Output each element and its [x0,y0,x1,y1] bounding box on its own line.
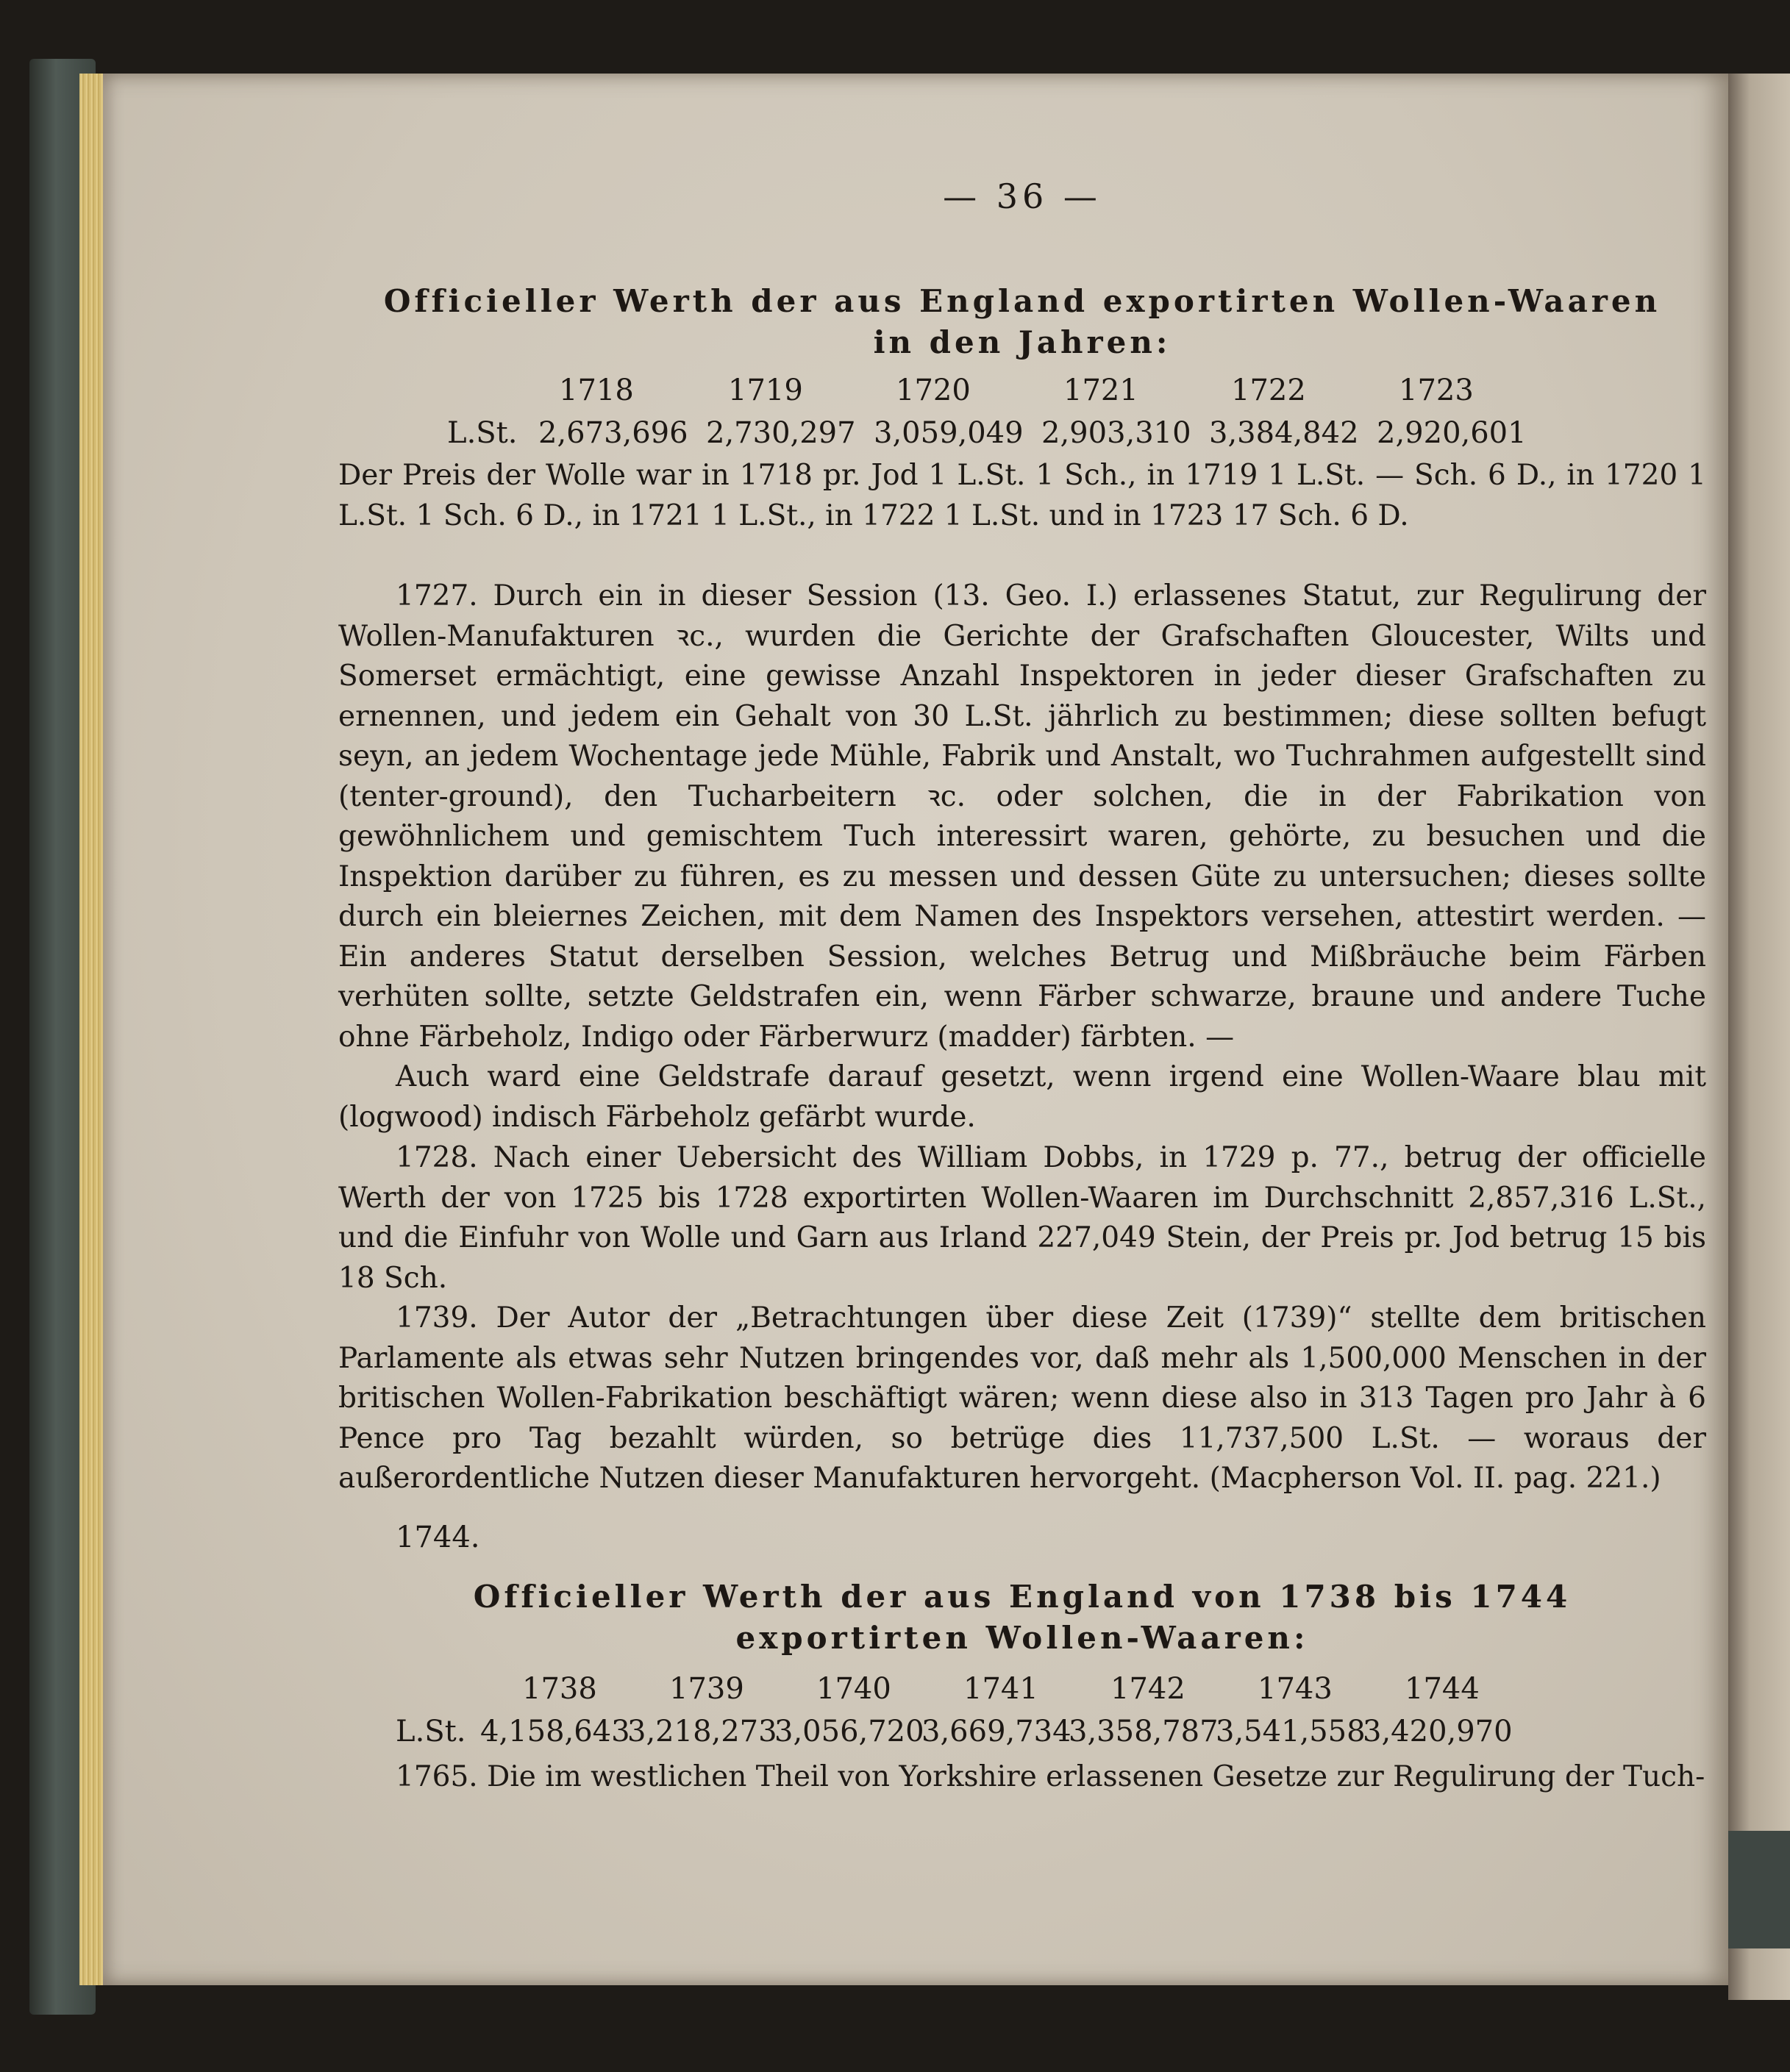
table2-unit: L.St. [396,1715,466,1748]
table1-title-line2: in den Jahren: [873,324,1172,360]
table2-year: 1742 [1110,1672,1185,1706]
year-1744-label: 1744. [396,1521,480,1554]
paragraph-1739: 1739. Der Autor der „Betrachtungen über diese Zeit (1739)“ stellte dem britischen Parlamente als etwas sehr Nutzen bringendes vor, daß mehr als 1,500,000 Menschen in der britischen Wollen-Fabrikation beschäftigt wären; wenn diese also in 313 Tagen pro Jahr à 6 Pence pro Tag bezahlt würden, so betrüge dies 11,737,500 L.St. — woraus der außerordentliche Nutzen dieser Manufakturen hervorgeht. (Macpherson Vol. II. pag. 221.) [338,1301,1706,1495]
paragraph-logwood: Auch ward eine Geldstrafe darauf gesetzt, wenn irgend eine Wollen-Waare blau mit (logwood) indisch Färbeholz gefärbt wurde. [338,1060,1706,1134]
table1-values-row [447,416,1527,450]
book-cover-right [1721,1831,1790,1948]
table1-year: 1719 [728,374,803,407]
table2-value: 3,420,970 [1363,1715,1513,1748]
page-number: — 36 — [943,176,1102,216]
table1-value: 3,059,049 [874,416,1024,450]
table2-years-row [522,1672,1530,1706]
table2-values-row [396,1715,1513,1748]
table2-value: 4,158,643 [480,1715,630,1748]
table2-value: 3,056,720 [774,1715,924,1748]
table2-title [338,1576,1706,1659]
table1-title [338,281,1706,363]
table2-year: 1741 [963,1672,1038,1706]
table2-year: 1743 [1258,1672,1333,1706]
paragraph-1765: 1765. Die im westlichen Theil von Yorkshire erlassenen Gesetze zur Regulirung der Tuch- [396,1760,1705,1793]
table1-year: 1723 [1399,374,1474,407]
table1-year: 1720 [896,374,971,407]
table2-year: 1740 [816,1672,891,1706]
table2-value: 3,358,787 [1069,1715,1219,1748]
page-edges [79,74,104,1985]
table1-title-line1: Officieller Werth der aus England exportirten Wollen-Waaren [383,283,1661,319]
table1-year: 1722 [1231,374,1306,407]
table1-value: 2,730,297 [706,416,856,450]
table2-value: 3,218,273 [627,1715,777,1748]
table2-year: 1744 [1405,1672,1480,1706]
paragraph-1728: 1728. Nach einer Uebersicht des William Dobbs, in 1729 p. 77., betrug der officielle Werth der von 1725 bis 1728 exportirten Wollen-Waaren im Durchschnitt 2,857,316 L.St., und die Einfuhr von Wolle und Garn aus Irland 227,049 Stein, der Preis pr. Jod betrug 15 bis 18 Sch. [338,1141,1706,1295]
table1-value: 2,673,696 [538,416,688,450]
table1-unit: L.St. [447,416,518,450]
paragraph-wool-price: Der Preis der Wolle war in 1718 pr. Jod 1 L.St. 1 Sch., in 1719 1 L.St. — Sch. 6 D., in 1720 1 L.St. 1 Sch. 6 D., in 1721 1 L.St., in 1722 1 L.St. und in 1723 17 Sch. 6 D. [338,459,1706,532]
table2-year: 1738 [522,1672,597,1706]
table1-value: 2,920,601 [1377,416,1527,450]
table2-year: 1739 [669,1672,744,1706]
table2-title-line2: exportirten Wollen-Waaren: [735,1620,1309,1656]
table1-year: 1718 [559,374,634,407]
table1-years-row [559,374,1546,407]
facing-page-edge [1728,74,1790,2000]
table2-title-line1: Officieller Werth der aus England von 1738 bis 1744 [473,1579,1572,1615]
table1-value: 2,903,310 [1041,416,1191,450]
book-page [103,74,1728,1985]
paragraph-1727: 1727. Durch ein in dieser Session (13. Geo. I.) erlassenes Statut, zur Regulirung der Wollen-Manufakturen ꝛc., wurden die Gerichte der Grafschaften Gloucester, Wilts und Somerset ermächtigt, eine gewisse Anzahl Inspektoren in jeder dieser Grafschaften zu ernennen, und jedem ein Gehalt von 30 L.St. jährlich zu bestimmen; diese sollten befugt seyn, an jedem Wochentage jede Mühle, Fabrik und Anstalt, wo Tuchrahmen aufgestellt sind (tenter-ground), den Tucharbeitern ꝛc. oder solchen, die in der Fabrikation von gewöhnlichem und gemischtem Tuch interessirt waren, gehörte, zu besuchen und die Inspektion darüber zu führen, es zu messen und dessen Güte zu untersuchen; dieses sollte durch ein bleiernes Zeichen, mit dem Namen des Inspektors versehen, attestirt werden. — Ein anderes Statut derselben Session, welches Betrug und Mißbräuche beim Färben verhüten sollte, setzte Geldstrafen ein, wenn Färber schwarze, braune und andere Tuche ohne Färbeholz, Indigo oder Färberwurz (madder) färbten. — [338,579,1706,1054]
table1-year: 1721 [1063,374,1138,407]
table2-value: 3,541,558 [1216,1715,1366,1748]
table2-value: 3,669,734 [921,1715,1071,1748]
table1-value: 3,384,842 [1209,416,1359,450]
